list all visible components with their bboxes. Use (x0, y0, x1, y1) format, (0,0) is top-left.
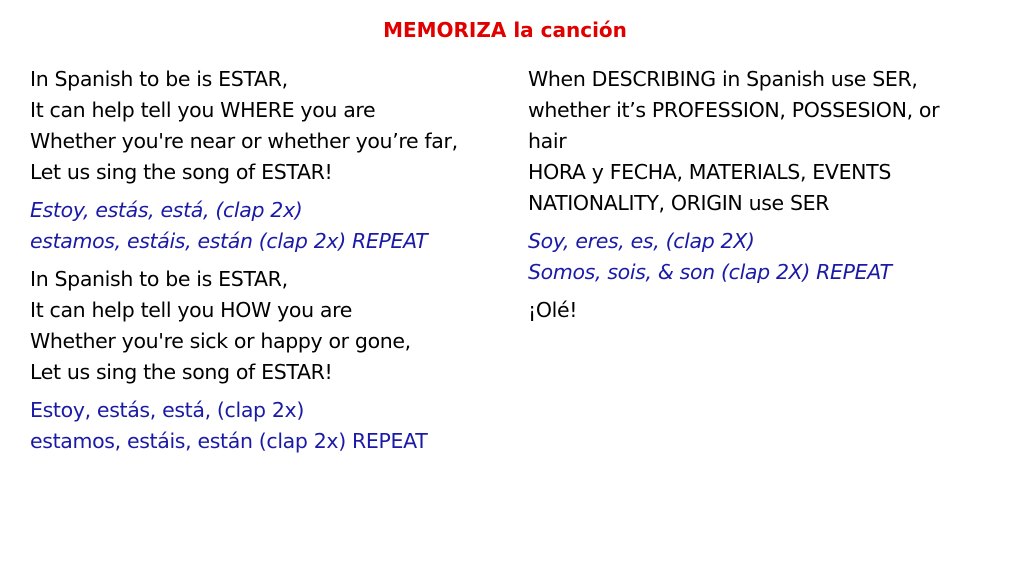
slide-title: MEMORIZA la canción (383, 18, 627, 42)
chorus-line: Somos, sois, & son (clap 2X) REPEAT (528, 260, 892, 284)
lyric-line: It can help tell you WHERE you are (30, 98, 376, 122)
lyric-line: In Spanish to be is ESTAR, (30, 67, 288, 91)
chorus-line: Estoy, estás, está, (clap 2x) (30, 198, 303, 222)
lyric-line: Let us sing the song of ESTAR! (30, 360, 333, 384)
lyric-line: NATIONALITY, ORIGIN use SER (528, 191, 830, 215)
estar-chorus-1 (30, 195, 525, 257)
ser-song-column (528, 64, 1018, 333)
lyric-line: When DESCRIBING in Spanish use SER, (528, 67, 918, 91)
estar-verse-1 (30, 64, 525, 188)
ser-verse (528, 64, 1018, 219)
lyric-line: Whether you're near or whether you’re far, (30, 129, 458, 153)
estar-verse-2 (30, 264, 525, 388)
lyric-line: HORA y FECHA, MATERIALS, EVENTS (528, 160, 892, 184)
lyric-line: It can help tell you HOW you are (30, 298, 352, 322)
estar-chorus-2 (30, 395, 525, 457)
lyric-line: hair (528, 129, 567, 153)
chorus-line: Estoy, estás, está, (clap 2x) (30, 398, 304, 422)
ser-chorus (528, 226, 1018, 288)
chorus-line: estamos, estáis, están (clap 2x) REPEAT (30, 429, 428, 453)
chorus-line: Soy, eres, es, (clap 2X) (528, 229, 755, 253)
lyric-line: whether it’s PROFESSION, POSSESION, or (528, 98, 940, 122)
chorus-line: estamos, estáis, están (clap 2x) REPEAT (30, 229, 428, 253)
ser-closing (528, 295, 1018, 326)
lyric-line: Whether you're sick or happy or gone, (30, 329, 411, 353)
lyric-line: In Spanish to be is ESTAR, (30, 267, 288, 291)
estar-song-column (30, 64, 525, 464)
lyric-line: Let us sing the song of ESTAR! (30, 160, 333, 184)
closing-line: ¡Olé! (528, 298, 578, 322)
